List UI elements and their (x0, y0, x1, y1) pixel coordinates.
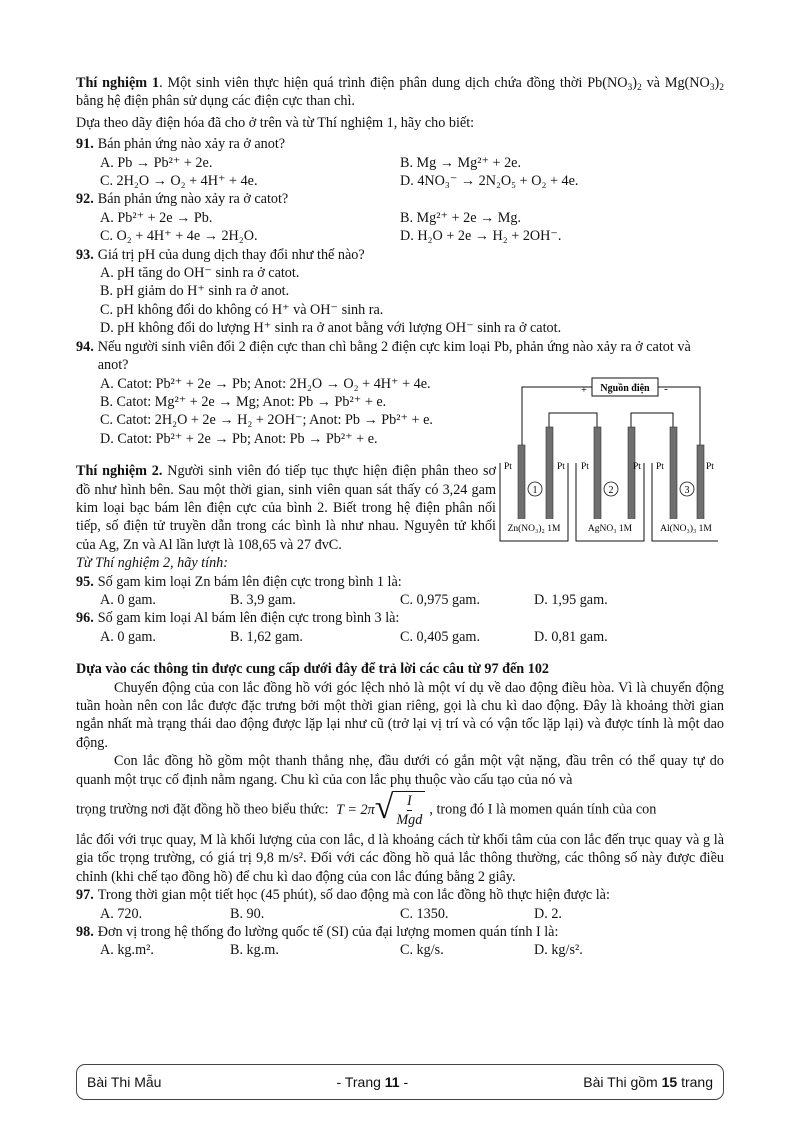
power-source-label: Nguồn điện (600, 382, 650, 394)
option-d[interactable]: D. 2. (534, 905, 562, 922)
question-92: 92. Bán phản ứng nào xảy ra ở catot? (76, 191, 289, 208)
option-d[interactable]: D. 1,95 gam. (534, 591, 608, 608)
option-c[interactable]: C. kg/s. (400, 942, 444, 959)
footer-page-number: - Trang 11 - (336, 1074, 409, 1090)
passage-formula-line: trọng trường nơi đặt đồng hồ theo biểu thức: T = 2π √ $\frac{I}{\text{Mgd}}$ , trong đó I là momen quán tính của con (76, 789, 657, 829)
experiment-2-text: Thí nghiệm 2. Người sinh viên đó tiếp tục thực hiện điện phân theo sơ đồ như hình bên. Sau một thời gian, sinh viên quan sát thấy có 3,24 gam kim loại bạc bám lên điện cực của bình 2. Biết trong hệ điện phân nối tiếp, số điện tử truyền dẫn trong các bình là như nhau. Nguyên tử khối của Ag, Zn và Al lần lượt là 108,65 và 27 đvC. (76, 463, 496, 553)
option-a[interactable]: A. 0 gam. (100, 591, 156, 608)
option-b[interactable]: B. Mg²⁺ + 2e → Mg. (400, 209, 522, 226)
option-b[interactable]: B. 3,9 gam. (230, 591, 296, 608)
question-96: 96. Số gam kim loại Al bám lên điện cực trong bình 3 là: (76, 610, 400, 627)
cell-number: 2 (608, 484, 614, 496)
passage-heading: Dựa vào các thông tin được cung cấp dưới đây để trả lời các câu từ 97 đến 102 (76, 661, 550, 678)
option-c[interactable]: C. 2H₂O → O₂ + 4H⁺ + 4e. (100, 173, 258, 190)
option-c[interactable]: C. 1350. (400, 905, 449, 922)
option-a[interactable]: A. 720. (100, 905, 143, 922)
experiment-2-title: Thí nghiệm 2. (76, 463, 163, 480)
pt-label: Pt (633, 461, 641, 472)
footer-exam-name: Bài Thi Mẫu (87, 1074, 162, 1090)
experiment-1-body: . Một sinh viên thực hiện quá trình điện phân dung dịch chứa đồng thời Pb(NO (159, 75, 628, 91)
electrode (546, 427, 553, 525)
option-d[interactable]: D. 0,81 gam. (534, 628, 608, 645)
option-a[interactable]: A. Pb → Pb²⁺ + 2e. (100, 154, 213, 171)
option-d[interactable]: D. 4NO₃⁻ → 2N₂O₅ + O₂ + 4e. (400, 173, 579, 190)
option-a[interactable]: A. 0 gam. (100, 628, 156, 645)
question-95: 95. Số gam kim loại Zn bám lên điện cực trong bình 1 là: (76, 573, 402, 590)
cell-number: 1 (532, 484, 538, 496)
option-c[interactable]: C. pH không đổi do không có H⁺ và OH⁻ sinh ra. (100, 301, 384, 318)
option-d[interactable]: D. kg/s². (534, 942, 583, 959)
minus-terminal: - (664, 382, 668, 395)
option-a[interactable]: A. kg.m². (100, 942, 154, 959)
plus-terminal: + (581, 384, 587, 396)
option-b[interactable]: B. Mg → Mg²⁺ + 2e. (400, 154, 522, 171)
question-91: 91. Bán phản ứng nào xảy ra ở anot? (76, 136, 286, 153)
experiment-1-title: Thí nghiệm 1 (76, 75, 160, 91)
electrolysis-diagram (490, 369, 718, 551)
question-94: 94. Nếu người sinh viên đổi 2 điện cực than chì bằng 2 điện cực kim loại Pb, phản ứng nào xảy ra ở catot và anot? (76, 338, 691, 374)
pt-label: Pt (557, 461, 565, 472)
option-b[interactable]: B. kg.m. (230, 942, 279, 959)
footer-total-pages: Bài Thi gồm 15 trang (583, 1074, 713, 1090)
question-98: 98. Đơn vị trong hệ thống đo lường quốc tế (SI) của đại lượng momen quán tính I là: (76, 924, 559, 941)
page-footer (76, 1064, 724, 1100)
option-b[interactable]: B. 90. (230, 905, 265, 922)
pt-label: Pt (504, 461, 512, 472)
option-b[interactable]: B. pH giảm do H⁺ sinh ra ở anot. (100, 283, 290, 300)
period-formula: T = 2π √ $\frac{I}{\text{Mgd}}$ (336, 791, 425, 829)
option-c[interactable]: C. 0,975 gam. (400, 591, 480, 608)
solution-label: Zn(NO₃)₂ 1M (507, 523, 561, 534)
option-d[interactable]: D. pH không đổi do lượng H⁺ sinh ra ở anot bằng với lượng OH⁻ sinh ra ở catot. (100, 320, 562, 337)
experiment-2-intro: Từ Thí nghiệm 2, hãy tính: (76, 555, 228, 572)
solution-label: Al(NO₃)₃ 1M (660, 523, 712, 534)
option-c[interactable]: C. O₂ + 4H⁺ + 4e → 2H₂O. (100, 228, 258, 245)
experiment-1-intro: Dựa theo dãy điện hóa đã cho ở trên và từ Thí nghiệm 1, hãy cho biết: (76, 114, 475, 131)
passage-paragraph-1: Chuyển động của con lắc đồng hồ với góc lệch nhỏ là một ví dụ về dao động điều hòa. Vì là chuyển động tuần hoàn nên con lắc được đặc trưng bởi một thời gian riêng, gọi là chu kì dao động. Đây là khoảng thời gian ngắn nhất mà trạng thái dao động được lặp lại như cũ (trở lại vị trí và có vận tốc lặp lại) và được tính là một dao động. (76, 679, 724, 751)
page-content (76, 74, 724, 960)
pt-label: Pt (706, 461, 714, 472)
pt-label: Pt (581, 461, 589, 472)
electrode (518, 445, 525, 525)
passage-paragraph-2: Con lắc đồng hồ gồm một thanh thẳng nhẹ, đầu dưới có gắn một vật nặng, đầu trên có thể quay tự do quanh một trục cố định nằm ngang. Chu kì của con lắc phụ thuộc vào cấu tạo của nó và (76, 753, 724, 788)
electrode (628, 427, 635, 525)
option-a[interactable]: A. pH tăng do OH⁻ sinh ra ở catot. (100, 265, 300, 282)
option-b[interactable]: B. 1,62 gam. (230, 628, 303, 645)
option-a[interactable]: A. Catot: Pb²⁺ + 2e → Pb; Anot: 2H₂O → O₂ + 4H⁺ + 4e. (100, 375, 431, 392)
electrode (670, 427, 677, 525)
question-97: 97. Trong thời gian một tiết học (45 phút), số dao động mà con lắc đồng hồ thực hiện được là: (76, 887, 610, 904)
electrode (697, 445, 704, 525)
option-d[interactable]: D. Catot: Pb²⁺ + 2e → Pb; Anot: Pb → Pb²⁺ + e. (100, 430, 378, 447)
question-94-and-experiment-2 (76, 375, 724, 555)
solution-label: AgNO₃ 1M (587, 523, 633, 534)
option-b[interactable]: B. Catot: Mg²⁺ + 2e → Mg; Anot: Pb → Pb²⁺ + e. (100, 393, 387, 410)
pt-label: Pt (656, 461, 664, 472)
option-c[interactable]: C. 0,405 gam. (400, 628, 480, 645)
question-93: 93. Giá trị pH của dung dịch thay đổi như thế nào? (76, 246, 365, 263)
electrode (594, 427, 601, 525)
cell-number: 3 (684, 484, 690, 496)
experiment-1-text: Thí nghiệm 1. Một sinh viên thực hiện quá trình điện phân dung dịch chứa đồng thời $Pb(NO_3)_2$ và $Mg(NO_3)_2$ bằng hệ điện phân sử dụng các điện cực than chì. (76, 75, 724, 110)
option-c[interactable]: C. Catot: 2H₂O + 2e → H₂ + 2OH⁻; Anot: Pb → Pb²⁺ + e. (100, 412, 433, 429)
option-a[interactable]: A. Pb²⁺ + 2e → Pb. (100, 209, 213, 226)
option-d[interactable]: D. H₂O + 2e → H₂ + 2OH⁻. (400, 228, 562, 245)
passage-paragraph-4: lắc đối với trục quay, M là khối lượng của con lắc, d là khoảng cách từ khối tâm của con lắc đến trục quay và g là gia tốc trọng trường, có giá trị 9,8 m/s². Đối với các đồng hồ quả lắc thông thường, các thông số này được điều chỉnh (khi chế tạo đồng hồ) để chu kì dao động của con lắc đúng bằng 2 giây. (76, 832, 724, 885)
